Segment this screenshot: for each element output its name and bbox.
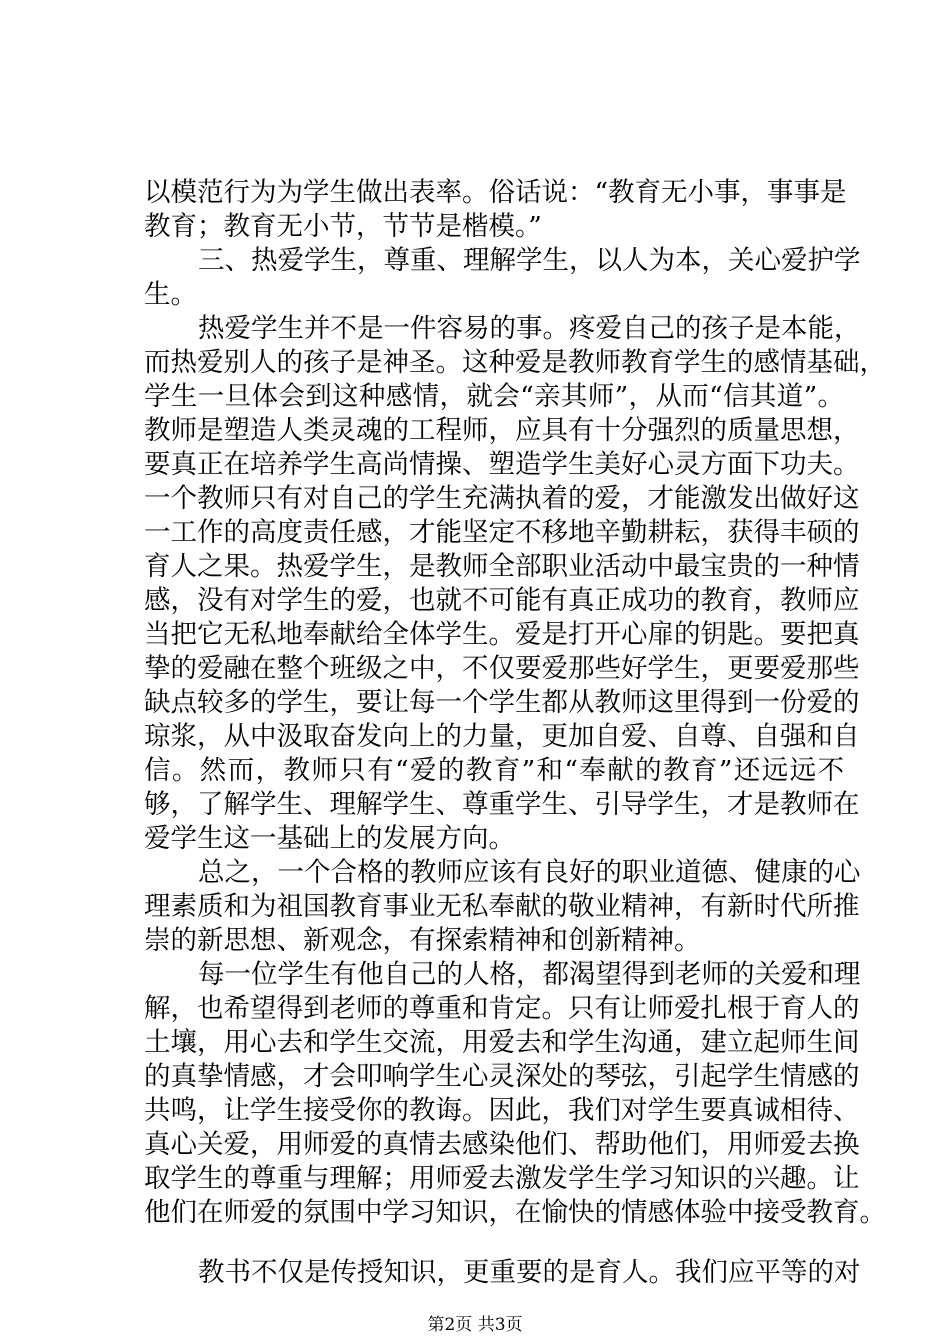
section-heading: 三、热爱学生，尊重、理解学生，以人为本，关心爱护学 xyxy=(198,245,861,276)
text-line: 一工作的高度责任感，才能坚定不移地辛勤耕耘，获得丰硕的 xyxy=(144,517,860,548)
text-line: 学生一旦体会到这种感情，就会“亲其师”，从而“信其道”。 xyxy=(144,381,844,412)
text-line: 信。然而，教师只有“爱的教育”和“奉献的教育”还远远不 xyxy=(144,755,844,786)
text-line: 教书不仅是传授知识，更重要的是育人。我们应平等的对 xyxy=(198,1257,861,1288)
text-line: 真心关爱，用师爱的真情去感染他们、帮助他们，用师爱去换 xyxy=(144,1129,860,1160)
text-line: 挚的爱融在整个班级之中，不仅要爱那些好学生，更要爱那些 xyxy=(144,653,860,684)
text-line: 够，了解学生、理解学生、尊重学生、引导学生，才是教师在 xyxy=(144,789,860,820)
text-line: 崇的新思想、新观念，有探索精神和创新精神。 xyxy=(144,925,701,956)
text-line: 解，也希望得到老师的尊重和肯定。只有让师爱扎根于育人的 xyxy=(144,993,860,1024)
text-line: 育人之果。热爱学生，是教师全部职业活动中最宝贵的一种情 xyxy=(144,551,860,582)
page-number-footer: 第2页 共3页 xyxy=(427,1315,523,1335)
text-line: 而热爱别人的孩子是神圣。这种爱是教师教育学生的感情基础， xyxy=(144,347,886,378)
text-line: 琼浆，从中汲取奋发向上的力量，更加自爱、自尊、自强和自 xyxy=(144,721,860,752)
text-line: 他们在师爱的氛围中学习知识，在愉快的情感体验中接受教育。 xyxy=(144,1197,886,1228)
text-line: 一个教师只有对自己的学生充满执着的爱，才能激发出做好这 xyxy=(144,483,860,514)
text-line: 的真挚情感，才会叩响学生心灵深处的琴弦，引起学生情感的 xyxy=(144,1061,860,1092)
text-line: 热爱学生并不是一件容易的事。疼爱自己的孩子是本能， xyxy=(198,313,861,344)
text-line: 当把它无私地奉献给全体学生。爱是打开心扉的钥匙。要把真 xyxy=(144,619,860,650)
text-line: 以模范行为为学生做出表率。俗话说：“教育无小事，事事是 xyxy=(144,177,847,208)
text-line: 每一位学生有他自己的人格，都渴望得到老师的关爱和理 xyxy=(198,959,861,990)
text-line: 感，没有对学生的爱，也就不可能有真正成功的教育，教师应 xyxy=(144,585,860,616)
text-line: 教师是塑造人类灵魂的工程师，应具有十分强烈的质量思想， xyxy=(144,415,860,446)
text-line: 取学生的尊重与理解；用师爱去激发学生学习知识的兴趣。让 xyxy=(144,1163,860,1194)
text-line: 要真正在培养学生高尚情操、塑造学生美好心灵方面下功夫。 xyxy=(144,449,860,480)
text-line: 教育；教育无小节，节节是楷模。” xyxy=(144,211,542,242)
text-line: 爱学生这一基础上的发展方向。 xyxy=(144,823,515,854)
text-line: 共鸣，让学生接受你的教诲。因此，我们对学生要真诚相待、 xyxy=(144,1095,860,1126)
section-heading-continued: 生。 xyxy=(144,279,197,310)
text-line: 总之，一个合格的教师应该有良好的职业道德、健康的心 xyxy=(198,857,861,888)
text-line: 理素质和为祖国教育事业无私奉献的敬业精神，有新时代所推 xyxy=(144,891,860,922)
text-line: 土壤，用心去和学生交流，用爱去和学生沟通，建立起师生间 xyxy=(144,1027,860,1058)
text-line: 缺点较多的学生，要让每一个学生都从教师这里得到一份爱的 xyxy=(144,687,860,718)
